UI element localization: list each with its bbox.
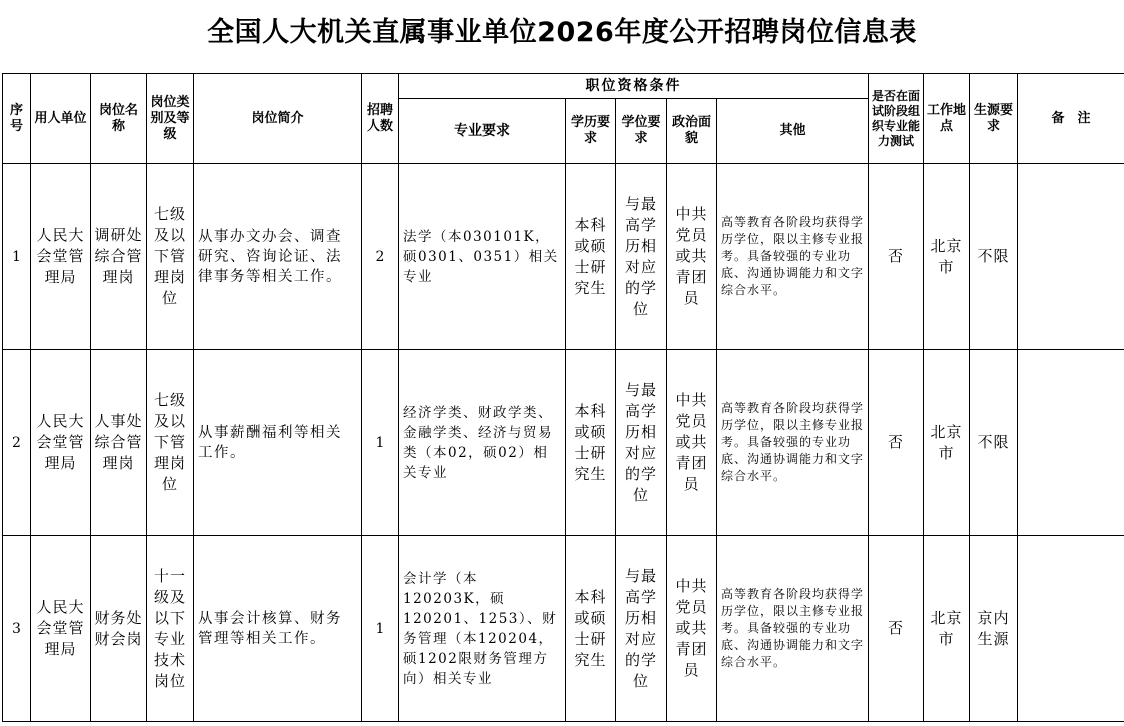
table-row: [3, 350, 1124, 536]
cell-source: 京内生源: [970, 536, 1018, 722]
header-count: 招聘人数: [362, 74, 399, 164]
header-other: 其他: [717, 99, 869, 164]
cell-degree: 与最高学历相对应的学位: [616, 350, 667, 536]
cell-interview: 否: [869, 536, 924, 722]
page-title: 全国人大机关直属事业单位2026年度公开招聘岗位信息表: [207, 17, 917, 48]
cell-remark: [1018, 350, 1124, 536]
header-unit: 用人单位: [31, 74, 91, 164]
cell-major: 会计学（本120203K，硕120201、1253）、财务管理（本120204，硕1202限财务管理方向）相关专业: [399, 536, 566, 722]
cell-count: 2: [362, 164, 399, 350]
header-post-level: 岗位类别及等级: [147, 74, 194, 164]
cell-major: 经济学类、财政学类、金融学类、经济与贸易类（本02，硕02）相关专业: [399, 350, 566, 536]
cell-other: 高等教育各阶段均获得学历学位，限以主修专业报考。具备较强的专业功底、沟通协调能力和文字综合水平。: [717, 536, 869, 722]
cell-degree: 与最高学历相对应的学位: [616, 164, 667, 350]
cell-major: 法学（本030101K，硕0301、0351）相关专业: [399, 164, 566, 350]
recruitment-table: [2, 73, 1124, 722]
cell-post-level: 十一级及以下专业技术岗位: [147, 536, 194, 722]
cell-intro: 从事会计核算、财务管理等相关工作。: [194, 536, 362, 722]
cell-political: 中共党员或共青团员: [667, 350, 717, 536]
cell-location: 北京市: [924, 536, 970, 722]
cell-location: 北京市: [924, 164, 970, 350]
header-interview-test: 是否在面试阶段组织专业能力测试: [869, 74, 924, 164]
header-seq: 序号: [3, 74, 31, 164]
cell-remark: [1018, 164, 1124, 350]
table-row: [3, 536, 1124, 722]
cell-education: 本科或硕士研究生: [566, 536, 616, 722]
cell-seq: 2: [3, 350, 31, 536]
header-location: 工作地点: [924, 74, 970, 164]
cell-source: 不限: [970, 164, 1018, 350]
header-source: 生源要求: [970, 74, 1018, 164]
cell-unit: 人民大会堂管理局: [31, 164, 91, 350]
cell-count: 1: [362, 350, 399, 536]
header-qualifications: 职位资格条件: [399, 74, 869, 99]
cell-source: 不限: [970, 350, 1018, 536]
cell-post-level: 七级及以下管理岗位: [147, 164, 194, 350]
cell-seq: 3: [3, 536, 31, 722]
cell-political: 中共党员或共青团员: [667, 164, 717, 350]
cell-intro: 从事薪酬福利等相关工作。: [194, 350, 362, 536]
cell-post-name: 调研处综合管理岗: [91, 164, 147, 350]
cell-education: 本科或硕士研究生: [566, 164, 616, 350]
cell-other: 高等教育各阶段均获得学历学位，限以主修专业报考。具备较强的专业功底、沟通协调能力和文字综合水平。: [717, 164, 869, 350]
header-major: 专业要求: [399, 99, 566, 164]
header-degree: 学位要求: [616, 99, 667, 164]
cell-other: 高等教育各阶段均获得学历学位，限以主修专业报考。具备较强的专业功底、沟通协调能力和文字综合水平。: [717, 350, 869, 536]
header-intro: 岗位简介: [194, 74, 362, 164]
header-remark: 备 注: [1018, 74, 1124, 164]
cell-location: 北京市: [924, 350, 970, 536]
cell-remark: [1018, 536, 1124, 722]
cell-unit: 人民大会堂管理局: [31, 350, 91, 536]
header-political: 政治面貌: [667, 99, 717, 164]
cell-post-level: 七级及以下管理岗位: [147, 350, 194, 536]
cell-interview: 否: [869, 350, 924, 536]
header-education: 学历要求: [566, 99, 616, 164]
header-post-name: 岗位名称: [91, 74, 147, 164]
cell-post-name: 人事处综合管理岗: [91, 350, 147, 536]
table-row: [3, 164, 1124, 350]
cell-count: 1: [362, 536, 399, 722]
cell-degree: 与最高学历相对应的学位: [616, 536, 667, 722]
cell-unit: 人民大会堂管理局: [31, 536, 91, 722]
cell-seq: 1: [3, 164, 31, 350]
cell-political: 中共党员或共青团员: [667, 536, 717, 722]
cell-intro: 从事办文办会、调查研究、咨询论证、法律事务等相关工作。: [194, 164, 362, 350]
cell-interview: 否: [869, 164, 924, 350]
cell-post-name: 财务处财会岗: [91, 536, 147, 722]
cell-education: 本科或硕士研究生: [566, 350, 616, 536]
